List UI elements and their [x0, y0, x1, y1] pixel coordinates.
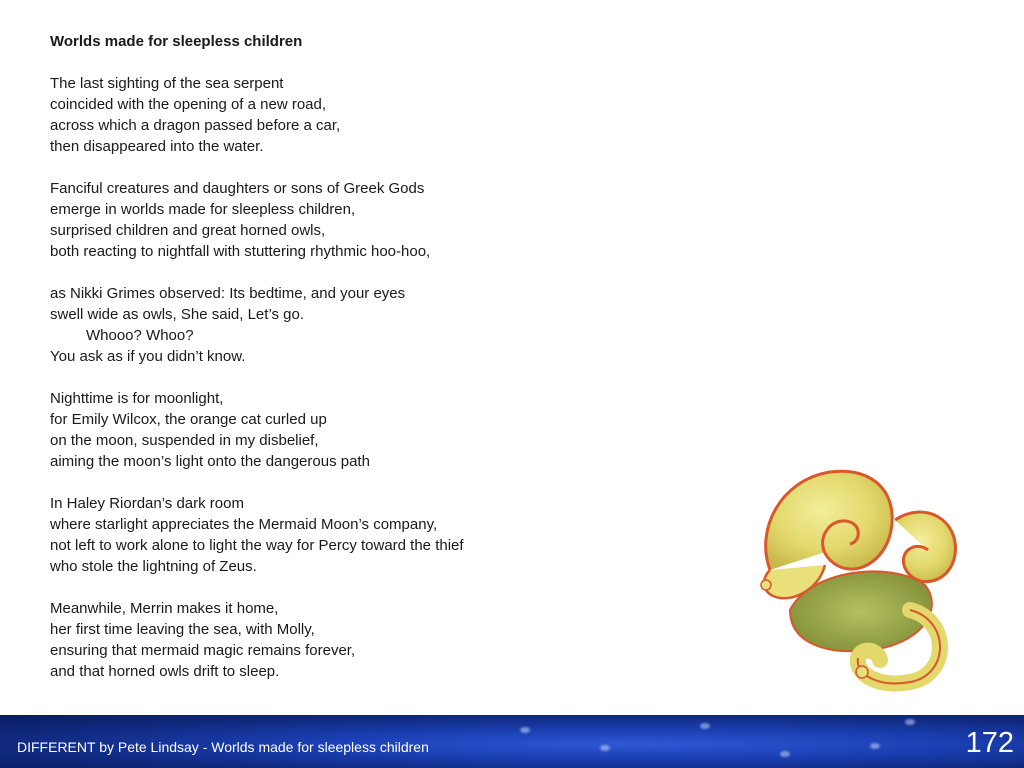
poem-line: and that horned owls drift to sleep.	[50, 663, 280, 680]
poem-line: surprised children and great horned owls,	[50, 222, 326, 239]
poem-line: aiming the moon’s light onto the dangerous path	[50, 453, 370, 470]
star-sparkle	[600, 745, 610, 751]
poem-line: for Emily Wilcox, the orange cat curled up	[50, 411, 327, 428]
stanza-2	[50, 178, 610, 262]
poem-line: where starlight appreciates the Mermaid Moon’s company,	[50, 516, 438, 533]
poem-line: coincided with the opening of a new road,	[50, 96, 327, 113]
stanza-4	[50, 388, 610, 472]
footer-bar	[0, 715, 1024, 768]
poem-line: The last sighting of the sea serpent	[50, 75, 284, 92]
poem-line: not left to work alone to light the way for Percy toward the thief	[50, 537, 464, 554]
page-number: 172	[965, 727, 1014, 759]
poem-line: Fanciful creatures and daughters or sons of Greek Gods	[50, 180, 425, 197]
star-sparkle	[905, 719, 915, 725]
creature-foot	[856, 666, 868, 678]
star-sparkle	[520, 727, 530, 733]
stanza-6	[50, 598, 610, 682]
poem-line: on the moon, suspended in my disbelief,	[50, 432, 319, 449]
footer-caption: DIFFERENT by Pete Lindsay - Worlds made for sleepless children	[17, 739, 429, 755]
poem	[50, 31, 610, 703]
poem-line: as Nikki Grimes observed: Its bedtime, and your eyes	[50, 285, 406, 302]
stanza-5	[50, 493, 610, 577]
creature-coil	[895, 512, 955, 582]
poem-line: swell wide as owls, She said, Let’s go.	[50, 306, 305, 323]
stanza-1	[50, 73, 610, 157]
creature-foot	[761, 580, 771, 590]
star-sparkle	[700, 723, 710, 729]
poem-line: ensuring that mermaid magic remains forever,	[50, 642, 356, 659]
poem-line: her first time leaving the sea, with Molly,	[50, 621, 315, 638]
star-sparkle	[870, 743, 880, 749]
poem-line: In Haley Riordan’s dark room	[50, 495, 244, 512]
sea-creature-drawing	[750, 460, 970, 700]
poem-line-indented: Whooo? Whoo?	[86, 327, 194, 344]
poem-line: Nighttime is for moonlight,	[50, 390, 224, 407]
poem-line: who stole the lightning of Zeus.	[50, 558, 257, 575]
poem-title: Worlds made for sleepless children	[50, 33, 303, 50]
star-sparkle	[780, 751, 790, 757]
poem-line: You ask as if you didn’t know.	[50, 348, 246, 365]
creature-head	[766, 471, 893, 570]
poem-line: across which a dragon passed before a car,	[50, 117, 341, 134]
poem-line: Meanwhile, Merrin makes it home,	[50, 600, 279, 617]
poem-line: then disappeared into the water.	[50, 138, 264, 155]
poem-line: both reacting to nightfall with stuttering rhythmic hoo-hoo,	[50, 243, 431, 260]
stanza-3	[50, 283, 610, 367]
poem-line: emerge in worlds made for sleepless children,	[50, 201, 356, 218]
sea-creature-illustration	[750, 460, 970, 700]
